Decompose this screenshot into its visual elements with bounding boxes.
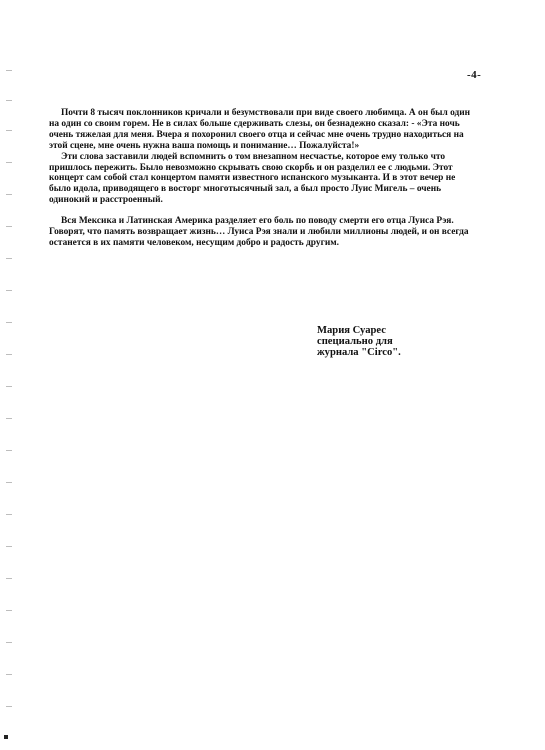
scan-corner-mark [4, 735, 8, 739]
margin-tick [6, 162, 12, 163]
margin-tick [6, 706, 12, 707]
margin-tick [6, 322, 12, 323]
margin-tick [6, 514, 12, 515]
margin-tick [6, 482, 12, 483]
margin-tick [6, 226, 12, 227]
scan-margin-ticks [6, 70, 14, 730]
author-signature [317, 325, 457, 359]
margin-tick [6, 578, 12, 579]
margin-tick [6, 354, 12, 355]
margin-tick [6, 418, 12, 419]
margin-tick [6, 450, 12, 451]
paragraph: Эти слова заставили людей вспомнить о том внезапном несчастье, которое ему только что пришлось пережить. Было невозможно скрывать свою скорбь и он разделил ее с людьми. Этот концерт сам собой стал концертом памяти известного испанского музыканта. И в этот вечер не было идола, приводящего в восторг многотысячный зал, а был просто Луис Мигель – очень одинокий и расстроенный. [49, 151, 456, 206]
margin-tick [6, 642, 12, 643]
signature-line: журнала "Circo". [317, 347, 401, 359]
signature-line: специально для [317, 336, 393, 348]
paragraph: Почти 8 тысяч поклонников кричали и безумствовали при виде своего любимца. А он был один на один со своим горем. Не в силах больше сдерживать слезы, он безнадежно сказал: - «Эта ночь очень тяжелая для меня. Вчера я похоронил своего отца и сейчас мне очень трудно находиться на этой сцене, мне очень нужна ваша помощь и понимание… Пожалуйста!» [49, 108, 471, 151]
margin-tick [6, 610, 12, 611]
article-body [49, 108, 479, 249]
margin-tick [6, 258, 12, 259]
page-number: -4- [467, 69, 482, 81]
margin-tick [6, 674, 12, 675]
margin-tick [6, 70, 12, 71]
margin-tick [6, 546, 12, 547]
margin-tick [6, 130, 12, 131]
margin-tick [6, 194, 12, 195]
margin-tick [6, 100, 12, 101]
author-name: Мария Суарес [317, 325, 386, 336]
margin-tick [6, 290, 12, 291]
margin-tick [6, 386, 12, 387]
paragraph: Вся Мексика и Латинская Америка разделяет его боль по поводу смерти его отца Луиса Рэя. Говорят, что память возвращает жизнь… Луиса Рэя знали и любили миллионы людей, и он всегда останется в их памяти человеком, несущим добро и радость другим. [49, 216, 469, 248]
